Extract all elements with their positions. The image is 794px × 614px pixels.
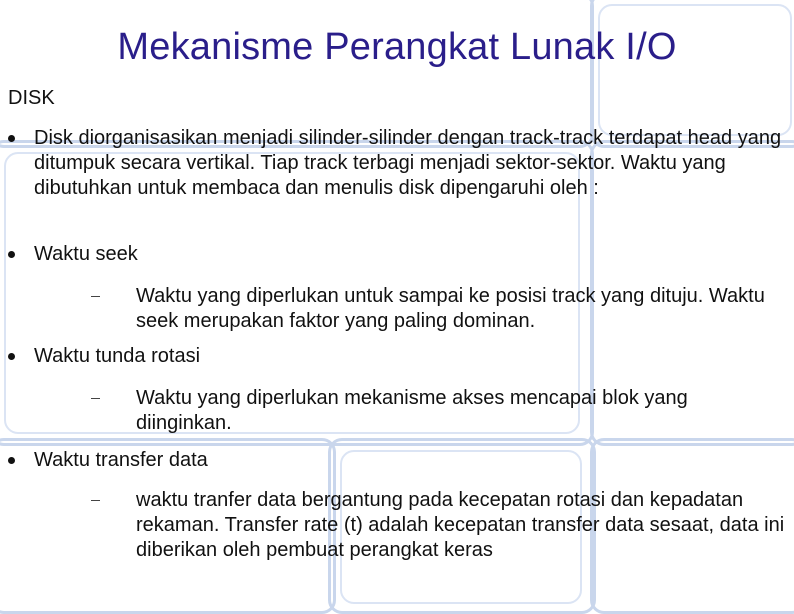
bullet-dot-icon: [8, 135, 15, 142]
sub-item: [136, 284, 792, 334]
dash-bullet-icon: [91, 296, 100, 297]
bullet-text: Disk diorganisasikan menjadi silinder-silinder dengan track-track terdapat head yang ditumpuk secara vertikal. Tiap track terbagi menjadi sektor-sektor. Waktu yang dibutuhkan untuk membaca dan menulis disk dipengaruhi oleh :: [34, 127, 782, 199]
sub-text: waktu tranfer data bergantung pada kecepatan rotasi dan kepadatan rekaman. Transfer rate (t) adalah kecepatan transfer data sesaat, data ini diberikan oleh pembuat perangkat keras: [136, 489, 785, 561]
sub-text: Waktu yang diperlukan untuk sampai ke posisi track yang dituju. Waktu seek merupakan faktor yang paling dominan.: [136, 285, 765, 332]
bullet-text: Waktu transfer data: [34, 449, 208, 471]
bullet-item: [34, 344, 734, 369]
section-heading: DISK: [8, 87, 55, 109]
dash-bullet-icon: [91, 500, 100, 501]
sub-text: Waktu yang diperlukan mekanisme akses mencapai blok yang diinginkan.: [136, 387, 688, 434]
bullet-item: [34, 448, 734, 473]
sub-item: [136, 386, 786, 436]
bullet-item: [34, 242, 734, 267]
bullet-text: Waktu seek: [34, 243, 138, 265]
bullet-text: Waktu tunda rotasi: [34, 345, 201, 367]
bullet-item: [34, 126, 794, 201]
dash-bullet-icon: [91, 398, 100, 399]
bullet-dot-icon: [8, 353, 15, 360]
page-title: Mekanisme Perangkat Lunak I/O: [117, 26, 677, 68]
bullet-dot-icon: [8, 457, 15, 464]
bullet-dot-icon: [8, 251, 15, 258]
sub-item: [136, 488, 792, 563]
decorative-frame: [598, 4, 792, 136]
